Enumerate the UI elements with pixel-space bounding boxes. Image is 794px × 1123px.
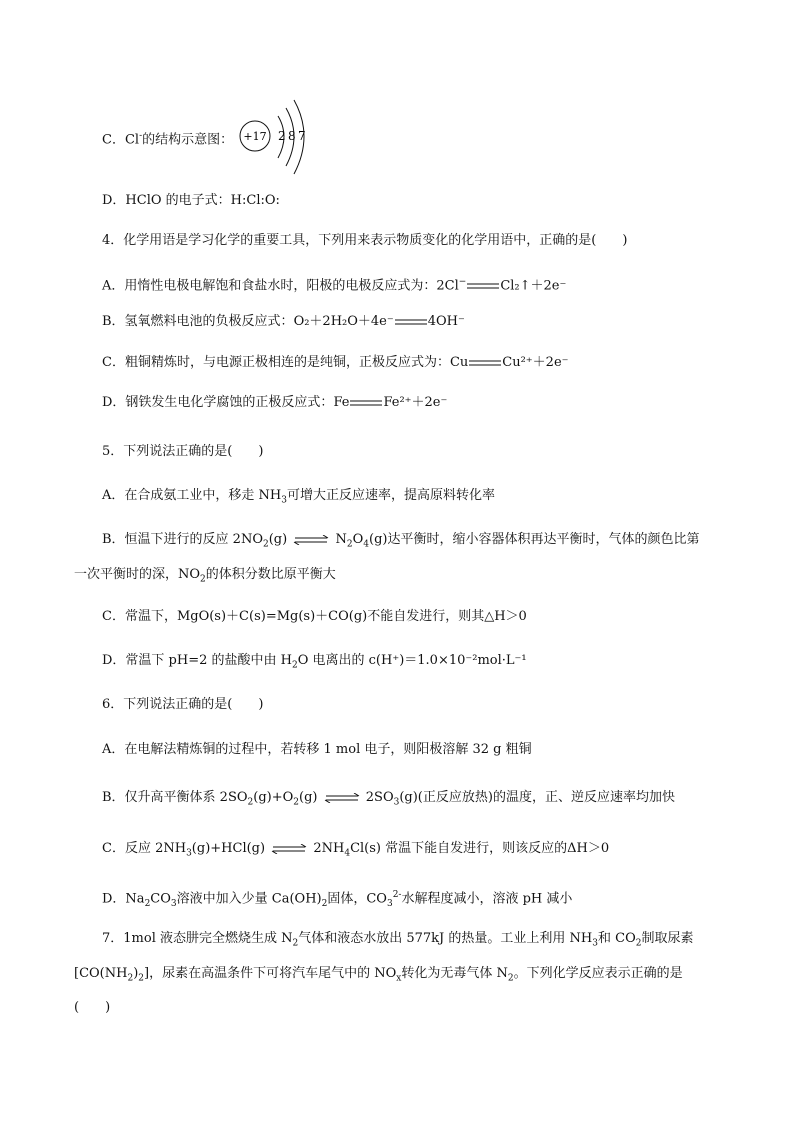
q4-option-d: D．钢铁发生电化学腐蚀的正极反应式：Fe Fe²⁺＋2e⁻ (102, 395, 448, 410)
q4-option-a: A．用惰性电极电解饱和食盐水时，阳极的电极反应式为：2Cl− Cl₂↑＋2e⁻ (102, 277, 567, 294)
reversible-arrow (269, 844, 309, 854)
q3-option-c: C．Cl-的结构示意图： (102, 131, 234, 148)
shell-2-count: 8 (288, 129, 296, 143)
q5-option-a: A．在合成氨工业中，移走 $NH_3$可增大正反应速率，提高原料转化率 (102, 488, 495, 506)
electron-formula: H:Cl:O: (230, 193, 280, 208)
q6-option-b: B．仅升高平衡体系 $2SO_2(g)+O_2(g)$ $2SO_3(g)$(正反应放热)的温度，正、逆反应速率均加快 (102, 790, 675, 808)
reversible-arrow (291, 535, 331, 545)
equals-sign (349, 398, 383, 408)
q6-stem: 6．下列说法正确的是( ) (102, 697, 264, 712)
q5-option-c: C．常温下，MgO(s)＋C(s)=Mg(s)＋CO(g)不能自发进行，则其△H＞0 (102, 609, 527, 624)
chlorine-ion-structure-diagram (238, 96, 328, 176)
q5-stem: 5．下列说法正确的是( ) (102, 444, 264, 459)
shell-3-count: 7 (298, 129, 306, 143)
q4-option-c: C．粗铜精炼时，与电源正极相连的是纯铜，正极反应式为：Cu Cu²⁺＋2e⁻ (102, 355, 569, 370)
q4-stem: 4．化学用语是学习化学的重要工具，下列用来表示物质变化的化学用语中，正确的是( ) (102, 233, 628, 248)
shell-1-count: 2 (278, 129, 286, 143)
q7-stem: 7．1mol 液态肼完全燃烧生成 $N_2$气体和液态水放出 577kJ 的热量。工业上利用 $NH_3$和 $CO_2$制取尿素 $[CO(NH_2)_2]$，尿素在高温条件下可将汽车尾气中的 $NO_x$转化为无毒气体 $N_2$。下列化学反应表示正确的是 ( ) (74, 931, 694, 1016)
nucleus-charge: +17 (243, 130, 267, 143)
q6-option-c: C．反应 $2NH_3(g)+HCl(g)$ $2NH_4Cl(s)$ 常温下能自发进行，则该反应的ΔH＞0 (102, 841, 610, 859)
q6-option-d: D．$Na_2CO_3$溶液中加入少量 $Ca(OH)_2$固体，$CO_3^{2-}$水解程度减小，溶液 pH 减小 (102, 890, 573, 909)
q3-option-d: D．HClO 的电子式：H:Cl:O: (102, 193, 280, 208)
q6-option-a: A．在电解法精炼铜的过程中，若转移 1 mol 电子，则阳极溶解 32 g 粗铜 (102, 742, 532, 757)
q4-option-b: B．氢氧燃料电池的负极反应式：O₂＋2H₂O＋4e⁻ 4OH⁻ (102, 314, 465, 329)
q5-option-b: B．恒温下进行的反应 $2NO_2(g)$ $N_2O_4(g)$达平衡时，缩小容器体积再达平衡时，气体的颜色比第 一次平衡时的深，$NO_2$的体积分数比原平衡大 (74, 532, 700, 585)
equals-sign (468, 358, 502, 368)
q5-option-d: D．常温下 pH=2 的盐酸中由 $H_2O$ 电离出的 c(H⁺)＝1.0×10⁻²mol·L⁻¹ (102, 653, 527, 671)
reversible-arrow (322, 793, 362, 803)
equals-sign (394, 317, 428, 327)
equals-sign (466, 281, 500, 291)
